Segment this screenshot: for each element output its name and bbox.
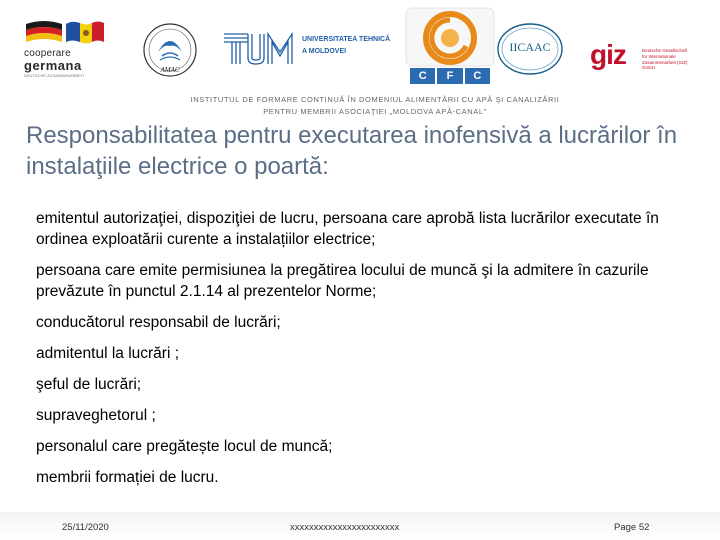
utm-monogram-icon <box>222 30 300 66</box>
footer-date: 25/11/2020 <box>62 522 109 533</box>
iicaac-text: IICAAC <box>509 40 551 54</box>
list-item: membrii formației de lucru. <box>36 469 219 486</box>
giz-wordmark: giz <box>590 39 626 70</box>
giz-line-1: Deutsche Gesellschaft <box>642 48 688 53</box>
flags-icon <box>22 18 106 48</box>
giz-logo <box>590 40 700 80</box>
list-item: emitentul autorizaţiei, dispoziţiei de lucru, persoana care aprobă lista lucrărilor executate în ordinea exploatării curente a instalațiilor electrice; <box>36 210 659 248</box>
list-item: admitentul la lucrări ; <box>36 345 180 362</box>
utm-logo <box>222 30 394 66</box>
cfc-letter: C <box>410 68 435 84</box>
responsibility-list <box>36 208 696 498</box>
logo-strip <box>0 0 720 92</box>
list-item: persoana care emite permisiunea la pregătirea locului de muncă şi la admitere în cazurile prevăzute în punctul 2.1.14 al prezentelor Norme; <box>36 262 649 300</box>
giz-line-3: Zusammenarbeit (GIZ) GmbH <box>642 60 688 70</box>
list-item: şeful de lucrări; <box>36 376 142 393</box>
institute-line-1: INSTITUTUL DE FORMARE CONTINUĂ ÎN DOMENIUL ALIMENTĂRII CU APĂ ŞI CANALIZĂRII <box>190 95 560 104</box>
coop-text-3: DEUTSCHE ZUSAMMENARBEIT <box>24 73 85 78</box>
cfc-letter-row <box>410 68 490 84</box>
cooperare-germana-logo <box>18 18 110 76</box>
footer-text: xxxxxxxxxxxxxxxxxxxxxxx <box>290 522 400 533</box>
giz-line-2: für Internationale <box>642 54 676 59</box>
utm-text-2: A MOLDOVEI <box>302 48 347 55</box>
cfc-emblem-icon <box>404 6 496 68</box>
coop-text-2: germana <box>24 58 82 73</box>
amac-logo <box>140 22 200 80</box>
cfc-logo <box>404 6 496 86</box>
amac-emblem-icon <box>140 22 200 80</box>
list-item: supraveghetorul ; <box>36 407 156 424</box>
institute-line-2: PENTRU MEMBRII ASOCIAŢIEI „MOLDOVA APĂ-CANAL” <box>263 107 487 116</box>
slide-title: Responsabilitatea pentru executarea inofensivă a lucrărilor în instalaţiile electrice o poartă: <box>26 122 678 180</box>
iicaac-logo <box>496 22 564 76</box>
cfc-letter: C <box>465 68 490 84</box>
amac-label: AMAC <box>160 66 180 74</box>
list-item: personalul care pregătește locul de muncă; <box>36 438 333 455</box>
utm-text-1: UNIVERSITATEA TEHNICĂ <box>302 36 391 43</box>
list-item: conducătorul responsabil de lucrări; <box>36 314 281 331</box>
footer-page-number: Page 52 <box>614 522 650 533</box>
coop-text-1: cooperare <box>24 48 71 59</box>
cfc-letter: F <box>437 68 462 84</box>
